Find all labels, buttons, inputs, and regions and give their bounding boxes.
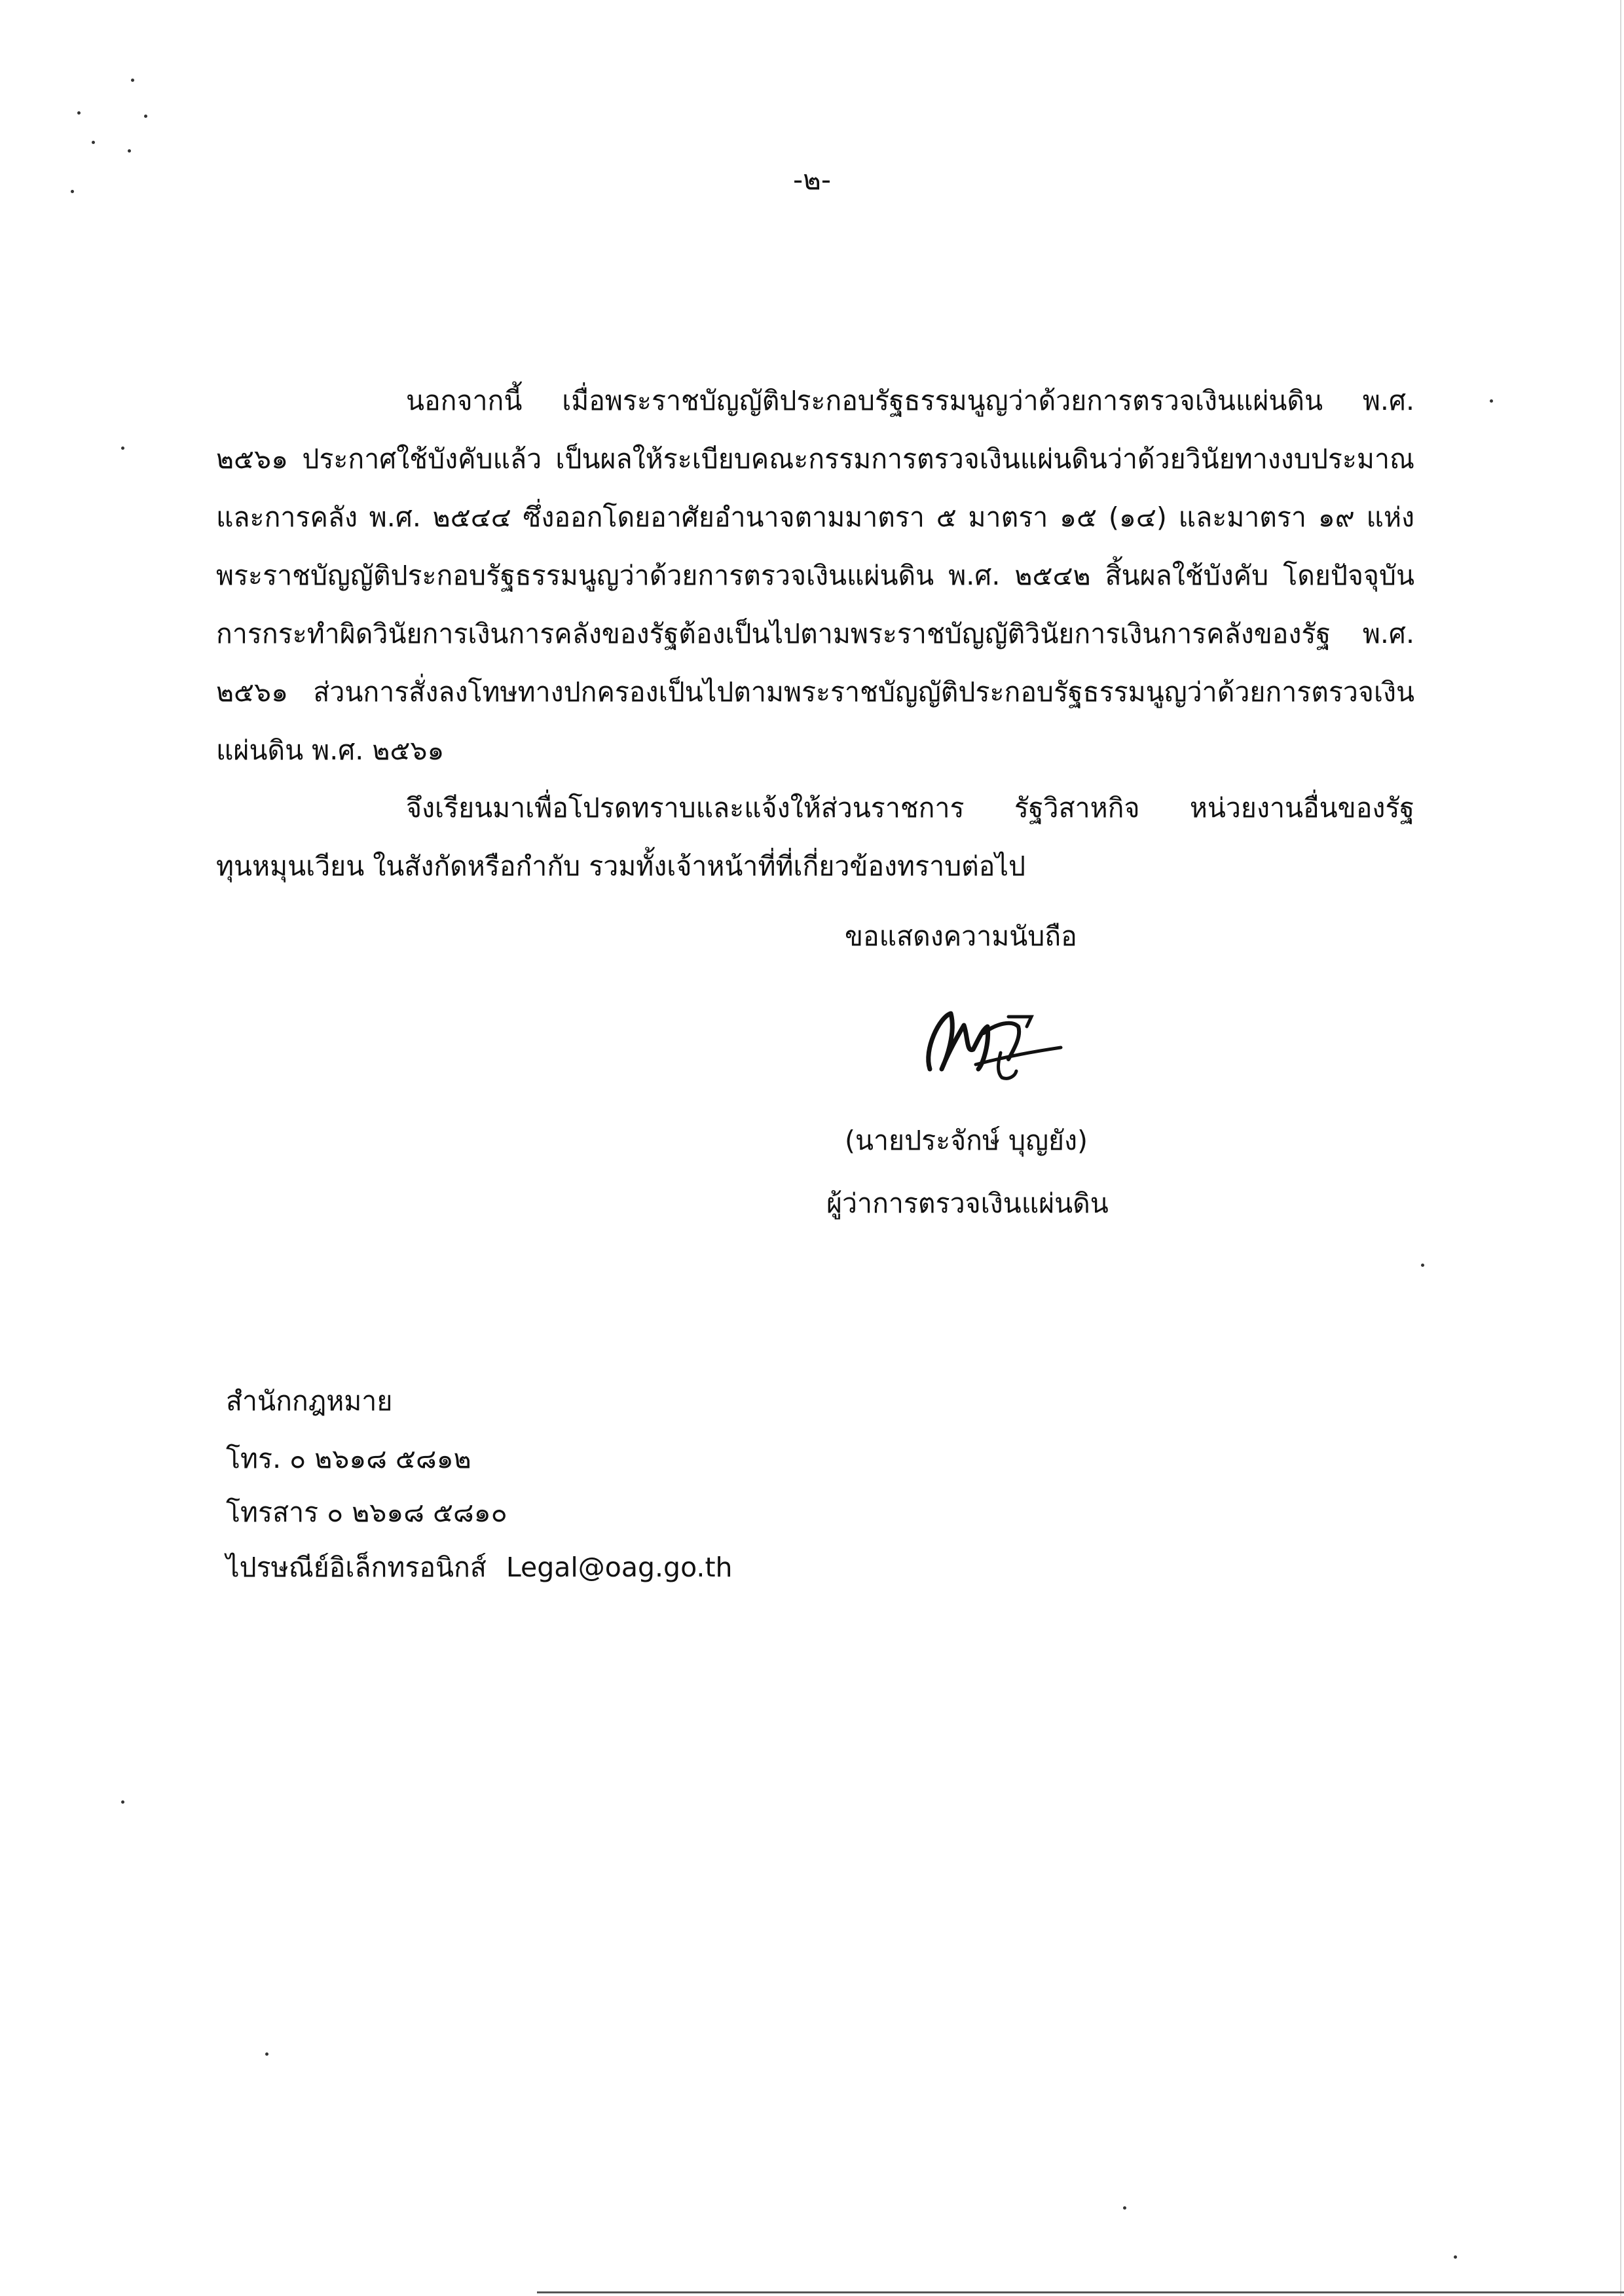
- scan-speck: [1490, 399, 1493, 403]
- scan-bottom-line: [537, 2291, 1624, 2293]
- contact-phone: โทร. ๐ ๒๖๑๘ ๕๘๑๒: [226, 1443, 471, 1474]
- scan-speck: [77, 111, 81, 115]
- contact-email-label: ไปรษณีย์อิเล็กทรอนิกส์: [226, 1552, 487, 1583]
- scan-speck: [92, 141, 95, 144]
- handwritten-signature: [910, 987, 1067, 1092]
- scan-speck: [121, 446, 124, 450]
- contact-email: Legal@oag.go.th: [506, 1552, 733, 1583]
- contact-email-line: [226, 1548, 733, 1587]
- scan-speck: [1454, 2255, 1457, 2259]
- signer-title: ผู้ว่าการตรวจเงินแผ่นดิน: [826, 1188, 1109, 1219]
- scan-speck: [1421, 1264, 1424, 1267]
- body-paragraph: จึงเรียนมาเพื่อโปรดทราบและแจ้งให้ส่วนราชการ รัฐวิสาหกิจ หน่วยงานอื่นของรัฐ ทุนหมุนเวียน ในสังกัดหรือกำกับ รวมทั้งเจ้าหน้าที่ที่เกี่ยวข้องทราบต่อไป: [216, 792, 1414, 882]
- signer-name: (นายประจักษ์ บุญยัง): [845, 1125, 1088, 1156]
- scan-edge-line: [1620, 0, 1621, 2296]
- contact-fax: โทรสาร ๐ ๒๖๑๘ ๕๘๑๐: [226, 1497, 507, 1528]
- body-paragraph: นอกจากนี้ เมื่อพระราชบัญญัติประกอบรัฐธรรมนูญว่าด้วยการตรวจเงินแผ่นดิน พ.ศ. ๒๕๖๑ ประกาศใช้บังคับแล้ว เป็นผลให้ระเบียบคณะกรรมการตรวจเงินแผ่นดินว่าด้วยวินัยทางงบประมาณและการคลัง พ.ศ. ๒๕๔๔ ซึ่งออกโดยอาศัยอำนาจตามมาตรา ๕ มาตรา ๑๕ (๑๔) และมาตรา ๑๙ แห่งพระราชบัญญัติประกอบรัฐธรรมนูญว่าด้วยการตรวจเงินแผ่นดิน พ.ศ. ๒๕๔๒ สิ้นผลใช้บังคับ โดยปัจจุบันการกระทำผิดวินัยการเงินการคลังของรัฐต้องเป็นไปตามพระราชบัญญัติวินัยการเงินการคลังของรัฐ พ.ศ. ๒๕๖๑ ส่วนการสั่งลงโทษทางปกครองเป็นไปตามพระราชบัญญัติประกอบรัฐธรรมนูญว่าด้วยการตรวจเงินแผ่นดิน พ.ศ. ๒๕๖๑: [216, 385, 1414, 766]
- scan-speck: [1123, 2206, 1126, 2210]
- scan-speck: [265, 2052, 268, 2056]
- contact-office: สำนักกฎหมาย: [226, 1385, 393, 1417]
- page-number: -๒-: [793, 164, 831, 196]
- scan-speck: [121, 1800, 124, 1804]
- closing-salutation: ขอแสดงความนับถือ: [845, 920, 1077, 952]
- scan-speck: [144, 115, 147, 118]
- scan-speck: [131, 79, 134, 82]
- scan-speck: [128, 149, 131, 153]
